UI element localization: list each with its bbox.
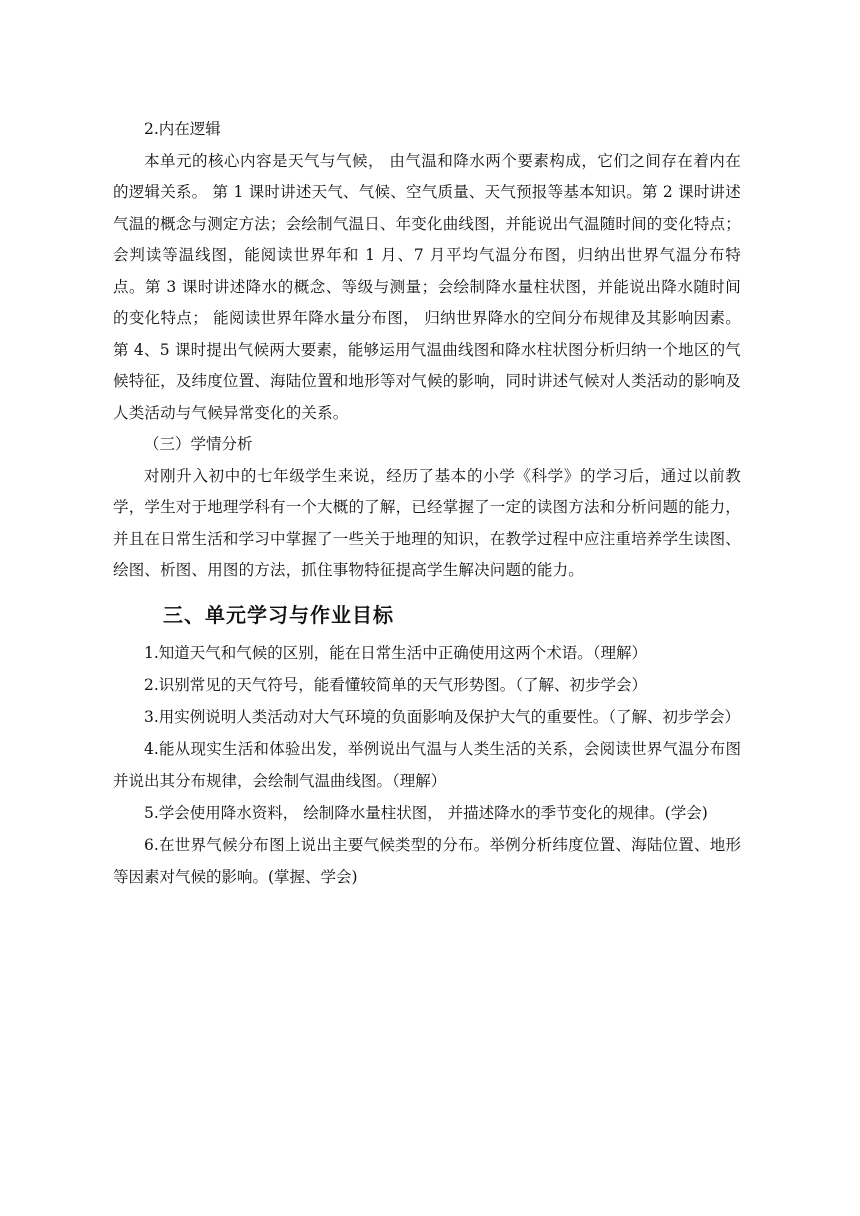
objective-item-1: 1.知道天气和气候的区别，能在日常生活中正确使用这两个术语。（理解）	[144, 643, 648, 662]
analysis-heading: （三）学情分析	[144, 435, 253, 453]
analysis-paragraph: 对刚升入初中的七年级学生来说，经历了基本的小学《科学》的学习后，通过以前教学，学生对于地理学科有一个大概的了解，已经掌握了一定的读图方法和分析问题的能力，并且在日常生活和学习中掌握了一些关于地理的知识，在教学过程中应注重培养学生读图、绘图、析图、用图的方法，抓住事物特征提高学生解决问题的能力。	[113, 466, 742, 579]
objective-item-2: 2.识别常见的天气符号，能看懂较简单的天气形势图。（了解、初步学会）	[144, 675, 648, 694]
logic-heading: 2.内在逻辑	[144, 120, 221, 138]
logic-paragraph: 本单元的核心内容是天气与气候， 由气温和降水两个要素构成，它们之间存在着内在的逻辑关系。 第 1 课时讲述天气、气候、空气质量、天气预报等基本知识。第 2 课时讲述气温的概念与测定方法；会绘制气温日、年变化曲线图，并能说出气温随时间的变化特点；会判读等温线图，能阅读世界年和 1 月、7 月平均气温分布图，归纳出世界气温分布特点。第 3 课时讲述降水的概念、等级与测量；会绘制降水量柱状图，并能说出降水随时间的变化特点； 能阅读世界年降水量分布图， 归纳世界降水的空间分布规律及其影响因素。第 4、5 课时提出气候两大要素，能够运用气温曲线图和降水柱状图分析归纳一个地区的气候特征，及纬度位置、海陆位置和地形等对气候的影响，同时讲述气候对人类活动的影响及人类活动与气候异常变化的关系。	[113, 151, 742, 422]
objective-item-5: 5.学会使用降水资料， 绘制降水量柱状图， 并描述降水的季节变化的规律。(学会)	[144, 803, 708, 822]
objective-item-6: 6.在世界气候分布图上说出主要气候类型的分布。举例分析纬度位置、海陆位置、地形等因素对气候的影响。(掌握、学会)	[113, 835, 741, 886]
objectives-heading: 三、单元学习与作业目标	[163, 602, 394, 627]
objective-item-3: 3.用实例说明人类活动对大气环境的负面影响及保护大气的重要性。（了解、初步学会）	[144, 707, 741, 726]
page-content	[113, 114, 741, 893]
objective-item-4: 4.能从现实生活和体验出发，举例说出气温与人类生活的关系，会阅读世界气温分布图并说出其分布规律，会绘制气温曲线图。（理解）	[113, 739, 741, 790]
